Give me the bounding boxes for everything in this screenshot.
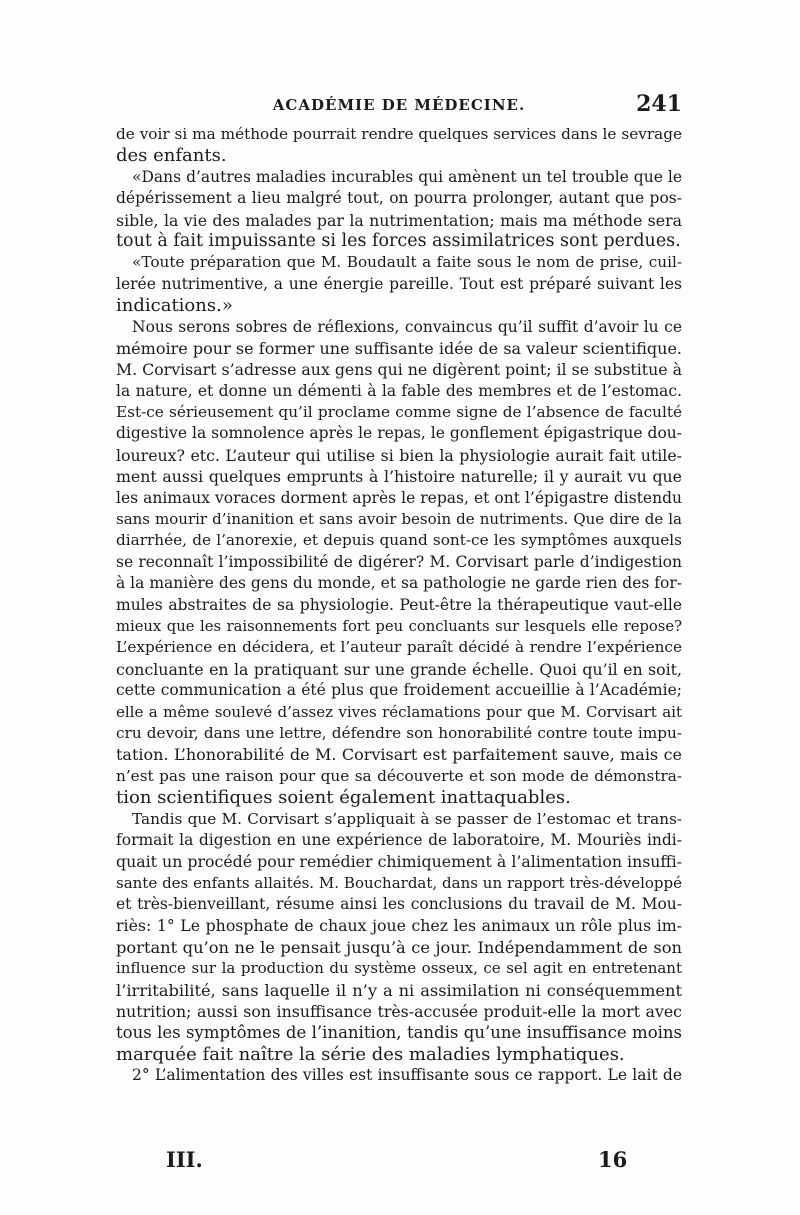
text-line: à la manière des gens du monde, et sa pathologie ne garde rien des for- [116, 574, 682, 593]
text-line: marquée fait naître la série des maladies lymphatiques. [116, 1043, 625, 1065]
text-line: mémoire pour se former une suffisante idée de sa valeur scientifique. [116, 338, 682, 358]
text-line: M. Corvisart s’adresse aux gens qui ne digèrent point; il se substitue à [116, 360, 682, 380]
text-line: indications.» [116, 295, 233, 317]
body-text [116, 124, 682, 1087]
running-title: ACADÉMIE DE MÉDECINE. [272, 96, 526, 114]
text-line: tion scientifiques soient également inattaquables. [116, 787, 571, 809]
text-line: quait un procédé pour remédier chimiquement à l’alimentation insuffi- [116, 852, 682, 872]
text-line: sante des enfants allaités. M. Bouchardat, dans un rapport très-développé [116, 873, 682, 892]
text-line: tout à fait impuissante si les forces assimilatrices sont perdues. [116, 230, 681, 251]
text-line: les animaux voraces dorment après le repas, et ont l’épigastre distendu [116, 488, 682, 507]
text-line: n’est pas une raison pour que sa découverte et son mode de démonstra- [116, 766, 682, 785]
text-line: concluante en la pratiquant sur une grande échelle. Quoi qu’il en soit, [116, 659, 682, 679]
text-line: Est-ce sérieusement qu’il proclame comme signe de l’absence de faculté [116, 403, 682, 422]
page-number: 241 [636, 91, 682, 117]
text-line: digestive la somnolence après le repas, le gonflement épigastrique dou- [116, 424, 682, 443]
text-line: «Toute préparation que M. Boudault a faite sous le nom de prise, cuil- [132, 253, 682, 272]
text-line: et très-bienveillant, résume ainsi les conclusions du travail de M. Mou- [116, 895, 682, 914]
text-line: 2° L’alimentation des villes est insuffisante sous ce rapport. Le lait de [132, 1066, 682, 1085]
text-line: riès: 1° Le phosphate de chaux joue chez les animaux un rôle plus im- [116, 916, 682, 936]
page-header [116, 91, 682, 126]
text-line: influence sur la production du système osseux, ce sel agit en entretenant [116, 959, 682, 978]
text-line: mules abstraites de sa physiologie. Peut-être la thérapeutique vaut-elle [116, 595, 682, 614]
text-line: ment aussi quelques emprunts à l’histoire naturelle; il y aurait vu que [116, 467, 682, 487]
text-line: lerée nutrimentive, a une énergie pareille. Tout est préparé suivant les [116, 274, 682, 293]
text-line: dépérissement a lieu malgré tout, on pourra prolonger, autant que pos- [116, 189, 682, 208]
text-line: des enfants. [116, 145, 227, 167]
text-line: sans mourir d’inanition et sans avoir besoin de nutriments. Que dire de la [116, 510, 682, 529]
sheet-number: 16 [598, 1147, 628, 1172]
text-line: mieux que les raisonnements fort peu concluants sur lesquels elle repose? [116, 617, 682, 635]
page-footer [116, 1147, 682, 1177]
text-line: tous les symptômes de l’inanition, tandis qu’une insuffisance moins [116, 1023, 682, 1043]
signature-mark: III. [166, 1147, 203, 1172]
text-line: tation. L’honorabilité de M. Corvisart est parfaitement sauve, mais ce [116, 745, 682, 765]
text-line: loureux? etc. L’auteur qui utilise si bien la physiologie aurait fait utile- [116, 445, 682, 465]
text-line: diarrhée, de l’anorexie, et depuis quand sont-ce les symptômes auxquels [116, 531, 682, 550]
text-line: L’expérience en décidera, et l’auteur paraît décidé à rendre l’expérience [116, 638, 682, 657]
text-line: se reconnaît l’impossibilité de digérer? M. Corvisart parle d’indigestion [116, 552, 682, 571]
text-line: nutrition; aussi son insuffisance très-accusée produit-elle la mort avec [116, 1002, 682, 1022]
text-line: cru devoir, dans une lettre, défendre son honorabilité contre toute impu- [116, 723, 682, 742]
text-line: «Dans d’autres maladies incurables qui amènent un tel trouble que le [132, 167, 682, 186]
text-line: portant qu’on ne le pensait jusqu’à ce jour. Indépendamment de son [116, 937, 682, 957]
text-line: la nature, et donne un démenti à la fable des membres et de l’estomac. [116, 381, 682, 400]
text-line: elle a même soulevé d’assez vives réclamations pour que M. Corvisart ait [116, 702, 682, 721]
text-line: Nous serons sobres de réflexions, convaincus qu’il suffit d’avoir lu ce [132, 317, 682, 336]
text-line: cette communication a été plus que froidement accueillie à l’Académie; [116, 681, 682, 700]
text-line: sible, la vie des malades par la nutrimentation; mais ma méthode sera [116, 210, 682, 230]
text-line: Tandis que M. Corvisart s’appliquait à se passer de l’estomac et trans- [132, 809, 682, 828]
text-line: de voir si ma méthode pourrait rendre quelques services dans le sevrage [116, 125, 682, 143]
text-line: l’irritabilité, sans laquelle il n’y a ni assimilation ni conséquemment [116, 980, 682, 1000]
text-line: formait la digestion en une expérience de laboratoire, M. Mouriès indi- [116, 830, 682, 849]
